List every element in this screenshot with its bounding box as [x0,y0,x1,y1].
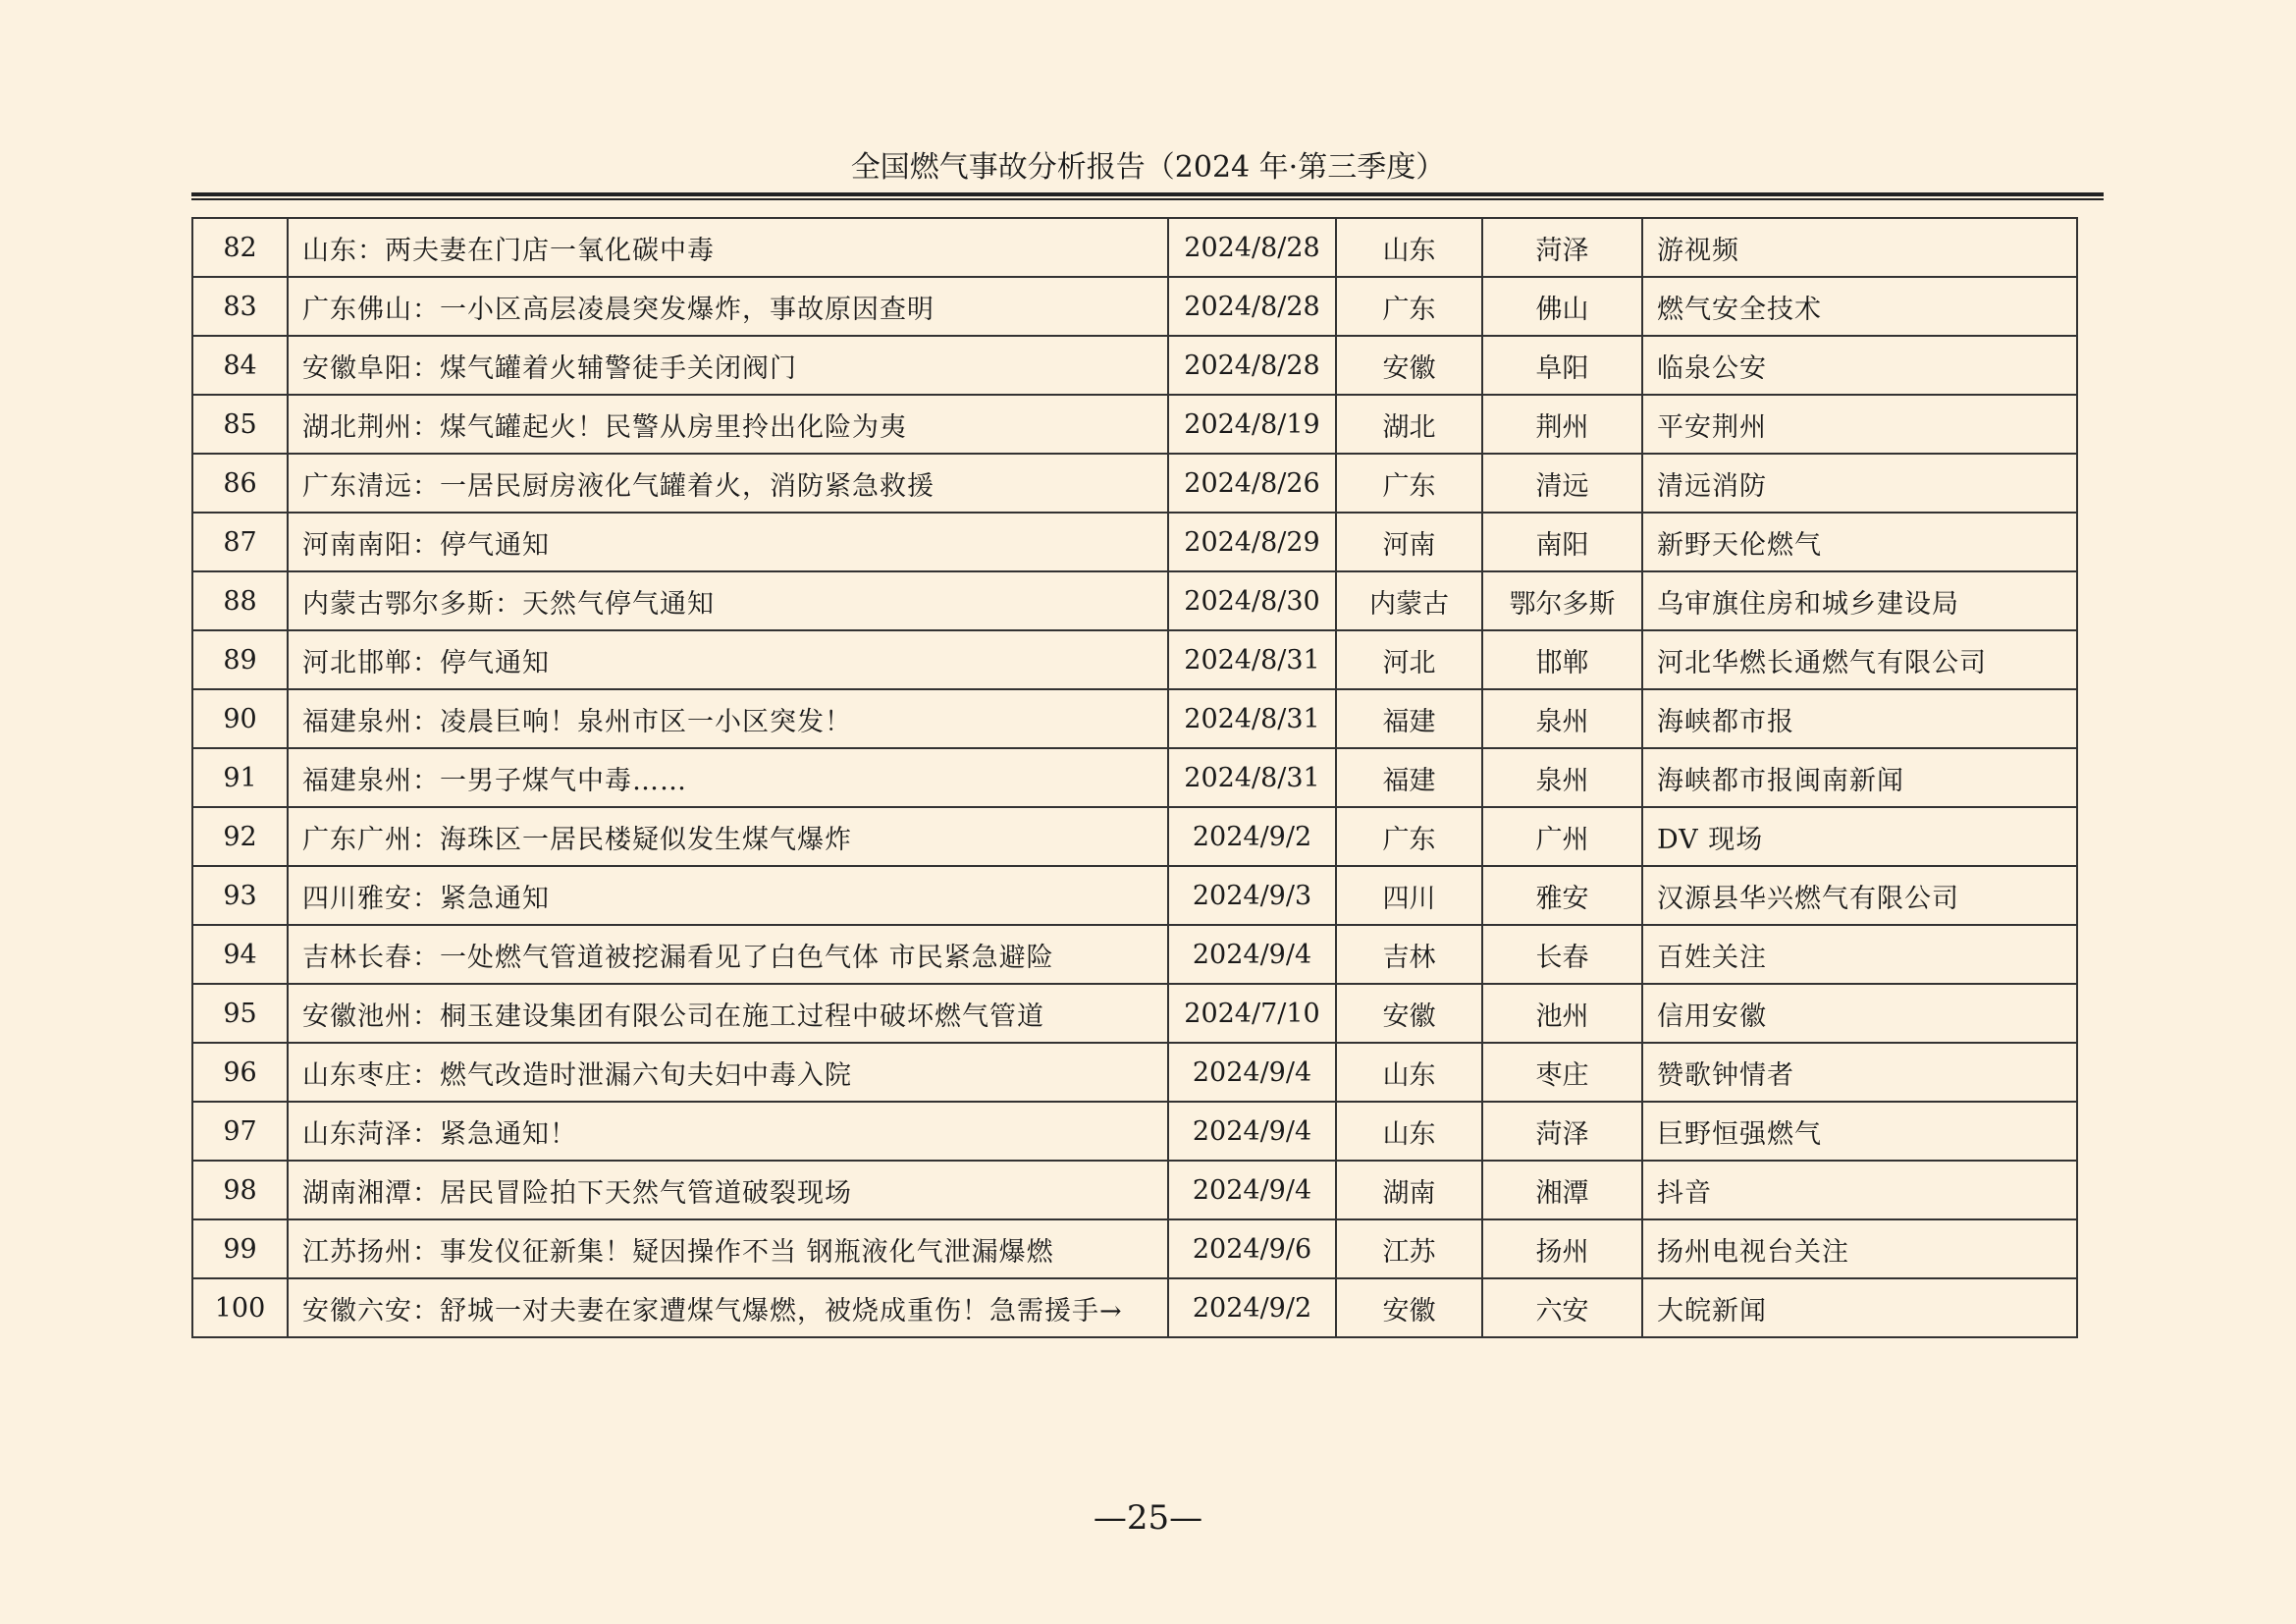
incident-title-cell: 江苏扬州：事发仪征新集！疑因操作不当 钢瓶液化气泄漏爆燃 [288,1219,1168,1278]
table-row [192,218,2077,277]
incident-date-cell: 2024/8/31 [1168,748,1336,807]
row-number-cell: 100 [192,1278,288,1337]
row-number-cell: 94 [192,925,288,984]
province-cell: 福建 [1336,748,1482,807]
table-row [192,925,2077,984]
incident-title-cell: 山东枣庄：燃气改造时泄漏六旬夫妇中毒入院 [288,1043,1168,1102]
province-cell: 山东 [1336,1043,1482,1102]
city-cell: 六安 [1482,1278,1642,1337]
incident-title-cell: 安徽池州：桐玉建设集团有限公司在施工过程中破坏燃气管道 [288,984,1168,1043]
source-cell: 巨野恒强燃气 [1642,1102,2077,1161]
source-cell: 抖音 [1642,1161,2077,1219]
province-cell: 山东 [1336,218,1482,277]
incident-date-cell: 2024/8/19 [1168,395,1336,454]
incident-title-cell: 福建泉州：凌晨巨响！泉州市区一小区突发！ [288,689,1168,748]
incident-date-cell: 2024/7/10 [1168,984,1336,1043]
source-cell: 临泉公安 [1642,336,2077,395]
incident-title-cell: 河北邯郸：停气通知 [288,630,1168,689]
province-cell: 福建 [1336,689,1482,748]
table-row [192,336,2077,395]
table-row [192,1278,2077,1337]
header-rule-thick [191,192,2104,196]
incident-date-cell: 2024/9/6 [1168,1219,1336,1278]
province-cell: 山东 [1336,1102,1482,1161]
table-row [192,395,2077,454]
city-cell: 广州 [1482,807,1642,866]
incident-date-cell: 2024/8/30 [1168,571,1336,630]
row-number-cell: 87 [192,513,288,571]
incident-title-cell: 安徽阜阳：煤气罐着火辅警徒手关闭阀门 [288,336,1168,395]
row-number-cell: 95 [192,984,288,1043]
source-cell: 汉源县华兴燃气有限公司 [1642,866,2077,925]
source-cell: 百姓关注 [1642,925,2077,984]
province-cell: 广东 [1336,454,1482,513]
city-cell: 长春 [1482,925,1642,984]
table-row [192,1219,2077,1278]
incident-date-cell: 2024/8/28 [1168,336,1336,395]
table-row [192,630,2077,689]
row-number-cell: 93 [192,866,288,925]
incident-table [191,217,2078,1338]
province-cell: 安徽 [1336,1278,1482,1337]
incident-date-cell: 2024/8/31 [1168,630,1336,689]
row-number-cell: 83 [192,277,288,336]
source-cell: 河北华燃长通燃气有限公司 [1642,630,2077,689]
source-cell: DV 现场 [1642,807,2077,866]
table-row [192,984,2077,1043]
table-row [192,748,2077,807]
header-rule-thin [191,198,2104,200]
incident-date-cell: 2024/8/28 [1168,218,1336,277]
incident-date-cell: 2024/9/3 [1168,866,1336,925]
source-cell: 游视频 [1642,218,2077,277]
province-cell: 湖南 [1336,1161,1482,1219]
incident-date-cell: 2024/9/4 [1168,925,1336,984]
table-row [192,807,2077,866]
incident-title-cell: 广东清远：一居民厨房液化气罐着火，消防紧急救援 [288,454,1168,513]
incident-title-cell: 四川雅安：紧急通知 [288,866,1168,925]
incident-date-cell: 2024/8/29 [1168,513,1336,571]
city-cell: 鄂尔多斯 [1482,571,1642,630]
incident-title-cell: 福建泉州：一男子煤气中毒…… [288,748,1168,807]
source-cell: 扬州电视台关注 [1642,1219,2077,1278]
row-number-cell: 99 [192,1219,288,1278]
city-cell: 湘潭 [1482,1161,1642,1219]
incident-date-cell: 2024/8/26 [1168,454,1336,513]
incident-date-cell: 2024/9/4 [1168,1161,1336,1219]
incident-title-cell: 吉林长春：一处燃气管道被挖漏看见了白色气体 市民紧急避险 [288,925,1168,984]
city-cell: 泉州 [1482,689,1642,748]
row-number-cell: 90 [192,689,288,748]
row-number-cell: 89 [192,630,288,689]
row-number-cell: 92 [192,807,288,866]
city-cell: 清远 [1482,454,1642,513]
table-row [192,866,2077,925]
incident-title-cell: 湖南湘潭：居民冒险拍下天然气管道破裂现场 [288,1161,1168,1219]
incident-date-cell: 2024/9/4 [1168,1043,1336,1102]
city-cell: 菏泽 [1482,218,1642,277]
province-cell: 安徽 [1336,336,1482,395]
city-cell: 荆州 [1482,395,1642,454]
incident-title-cell: 湖北荆州：煤气罐起火！民警从房里拎出化险为夷 [288,395,1168,454]
province-cell: 湖北 [1336,395,1482,454]
city-cell: 泉州 [1482,748,1642,807]
province-cell: 内蒙古 [1336,571,1482,630]
incident-date-cell: 2024/9/4 [1168,1102,1336,1161]
row-number-cell: 86 [192,454,288,513]
row-number-cell: 88 [192,571,288,630]
source-cell: 赞歌钟情者 [1642,1043,2077,1102]
source-cell: 大皖新闻 [1642,1278,2077,1337]
province-cell: 广东 [1336,277,1482,336]
incident-date-cell: 2024/9/2 [1168,1278,1336,1337]
city-cell: 扬州 [1482,1219,1642,1278]
source-cell: 海峡都市报 [1642,689,2077,748]
row-number-cell: 96 [192,1043,288,1102]
row-number-cell: 82 [192,218,288,277]
source-cell: 燃气安全技术 [1642,277,2077,336]
province-cell: 安徽 [1336,984,1482,1043]
row-number-cell: 85 [192,395,288,454]
incident-title-cell: 内蒙古鄂尔多斯：天然气停气通知 [288,571,1168,630]
table-row [192,454,2077,513]
row-number-cell: 97 [192,1102,288,1161]
source-cell: 新野天伦燃气 [1642,513,2077,571]
incident-date-cell: 2024/8/31 [1168,689,1336,748]
page-header-title: 全国燃气事故分析报告（2024 年·第三季度） [850,150,1446,185]
table-row [192,513,2077,571]
city-cell: 菏泽 [1482,1102,1642,1161]
city-cell: 枣庄 [1482,1043,1642,1102]
page-number: —25— [1093,1498,1203,1538]
city-cell: 邯郸 [1482,630,1642,689]
table-row [192,1161,2077,1219]
row-number-cell: 91 [192,748,288,807]
source-cell: 清远消防 [1642,454,2077,513]
table-row [192,571,2077,630]
row-number-cell: 98 [192,1161,288,1219]
province-cell: 广东 [1336,807,1482,866]
source-cell: 乌审旗住房和城乡建设局 [1642,571,2077,630]
province-cell: 河北 [1336,630,1482,689]
table-row [192,1102,2077,1161]
city-cell: 佛山 [1482,277,1642,336]
province-cell: 河南 [1336,513,1482,571]
source-cell: 海峡都市报闽南新闻 [1642,748,2077,807]
incident-title-cell: 广东广州：海珠区一居民楼疑似发生煤气爆炸 [288,807,1168,866]
incident-title-cell: 安徽六安：舒城一对夫妻在家遭煤气爆燃，被烧成重伤！急需援手→ [288,1278,1168,1337]
province-cell: 四川 [1336,866,1482,925]
incident-title-cell: 山东：两夫妻在门店一氧化碳中毒 [288,218,1168,277]
incident-title-cell: 山东菏泽：紧急通知！ [288,1102,1168,1161]
incident-title-cell: 广东佛山：一小区高层凌晨突发爆炸，事故原因查明 [288,277,1168,336]
incident-date-cell: 2024/8/28 [1168,277,1336,336]
source-cell: 信用安徽 [1642,984,2077,1043]
incident-date-cell: 2024/9/2 [1168,807,1336,866]
province-cell: 吉林 [1336,925,1482,984]
city-cell: 阜阳 [1482,336,1642,395]
city-cell: 池州 [1482,984,1642,1043]
incident-title-cell: 河南南阳：停气通知 [288,513,1168,571]
row-number-cell: 84 [192,336,288,395]
table-row [192,689,2077,748]
province-cell: 江苏 [1336,1219,1482,1278]
table-row [192,277,2077,336]
city-cell: 南阳 [1482,513,1642,571]
source-cell: 平安荆州 [1642,395,2077,454]
table-row [192,1043,2077,1102]
city-cell: 雅安 [1482,866,1642,925]
